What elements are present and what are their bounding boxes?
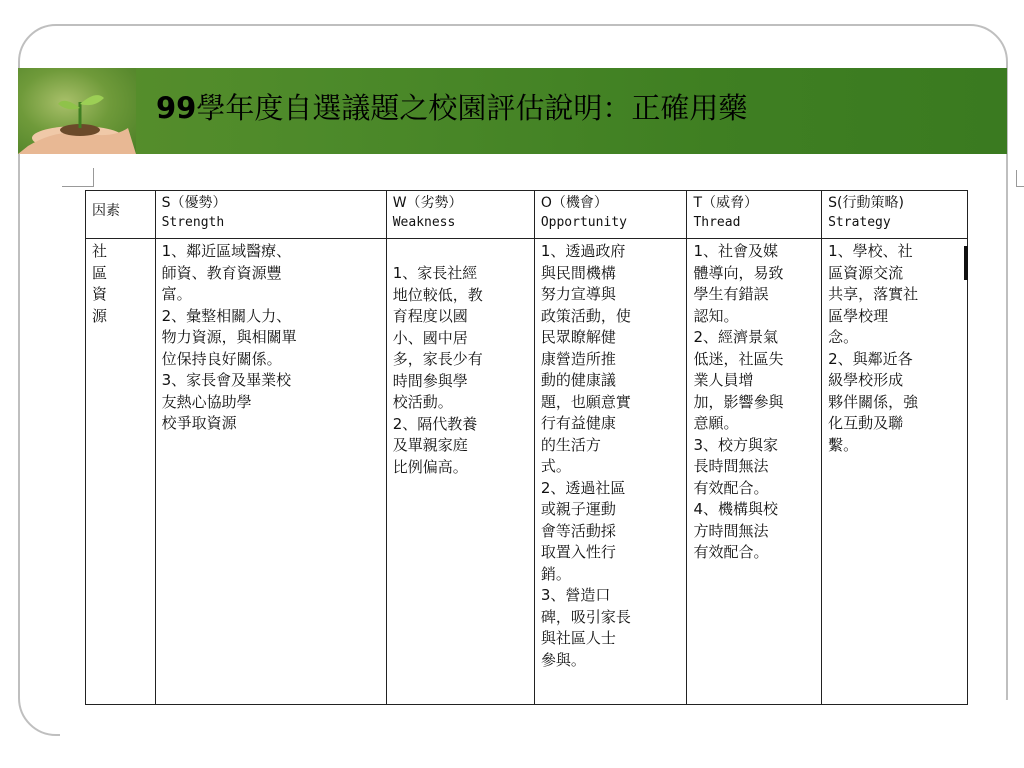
header-opportunity-en: Opportunity bbox=[540, 215, 627, 230]
title-text: 學年度自選議題之校園評估說明：正確用藥 bbox=[196, 91, 748, 125]
cell-strategy: 1、學校、社 區資源交流 共享，落實社 區學校理 念。 2、與鄰近各 級學校形成 夥伴關係，強 化互動及聯 繫。 bbox=[822, 239, 968, 705]
header-opportunity bbox=[534, 191, 687, 239]
header-weakness-en: Weakness bbox=[392, 215, 456, 230]
corner-mark-right-h bbox=[1016, 186, 1024, 187]
header-threat-zh: T（威脅） bbox=[693, 195, 758, 211]
seedling-hands-image bbox=[18, 68, 136, 154]
header-strength-zh: S（優勢） bbox=[161, 195, 227, 211]
header-factor-zh: 因素 bbox=[92, 203, 120, 219]
header-strategy-en: Strategy bbox=[828, 215, 891, 230]
header-weakness bbox=[386, 191, 534, 239]
cell-threat: 1、社會及媒 體導向，易致 學生有錯誤 認知。 2、經濟景氣 低迷，社區失 業人員增 加，影響參與 意願。 3、校方與家 長時間無法 有效配合。 4、機構與校 方時間無法 有效配合。 bbox=[687, 239, 822, 705]
header-strength bbox=[155, 191, 386, 239]
title-number: 99 bbox=[156, 91, 197, 125]
header-strategy bbox=[822, 191, 968, 239]
corner-mark-left-h bbox=[62, 186, 94, 187]
table-edge-mark bbox=[964, 246, 968, 280]
header-strategy-zh: S(行動策略) bbox=[828, 195, 904, 211]
header-strength-en: Strength bbox=[161, 215, 225, 230]
corner-mark-right bbox=[1016, 170, 1017, 186]
header-threat bbox=[687, 191, 822, 239]
header-weakness-zh: W（劣勢） bbox=[392, 195, 463, 211]
swot-table bbox=[85, 190, 968, 705]
table-row bbox=[86, 239, 968, 705]
frame-gap bbox=[60, 700, 1024, 768]
page-title bbox=[156, 86, 747, 127]
cell-factor: 社 區 資 源 bbox=[86, 239, 156, 705]
header-opportunity-zh: O（機會） bbox=[540, 195, 608, 211]
corner-mark-left bbox=[93, 168, 94, 186]
cell-strength: 1、鄰近區域醫療、 師資、教育資源豐 富。 2、彙整相關人力、 物力資源，與相關單 位保持良好關係。 3、家長會及畢業校 友熱心協助學 校爭取資源 bbox=[155, 239, 386, 705]
header-threat-en: Thread bbox=[693, 215, 741, 230]
header-factor bbox=[86, 191, 156, 239]
cell-opportunity: 1、透過政府 與民間機構 努力宣導與 政策活動，使 民眾瞭解健 康營造所推 動的健康議 題，也願意實 行有益健康 的生活方 式。 2、透過社區 或親子運動 會等活動採 取置入性行 銷。 3、營造口 碑，吸引家長 與社區人士 參與。 bbox=[534, 239, 687, 705]
cell-weakness: 1、家長社經 地位較低，教 育程度以國 小、國中居 多，家長少有 時間參與學 校活動。 2、隔代教養 及單親家庭 比例偏高。 bbox=[386, 239, 534, 705]
table-header-row bbox=[86, 191, 968, 239]
